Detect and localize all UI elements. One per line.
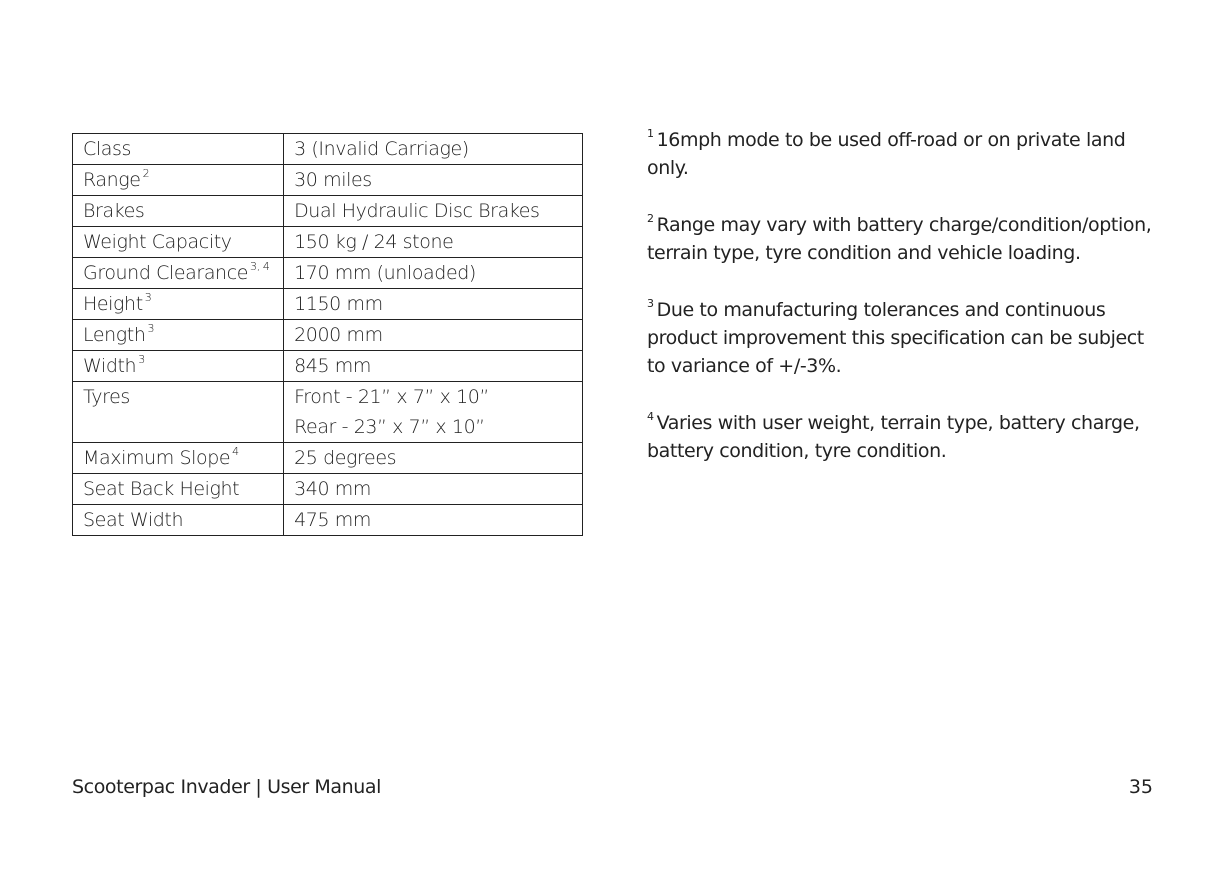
spec-row	[73, 165, 583, 196]
footnote-ref: 2	[142, 166, 150, 180]
specifications-table	[72, 133, 583, 536]
spec-value-cell	[284, 165, 583, 196]
page-number: 35	[1128, 776, 1153, 798]
spec-value: Front - 21” x 7” x 10”	[294, 386, 489, 408]
spec-label: Class	[83, 138, 131, 160]
spec-label: Weight Capacity	[83, 231, 232, 253]
spec-value: Dual Hydraulic Disc Brakes	[294, 200, 540, 222]
spec-label-cell	[73, 165, 284, 196]
spec-value-cell	[284, 474, 583, 505]
spec-label: Seat Back Height	[83, 478, 240, 500]
spec-label-cell	[73, 443, 284, 474]
footnote-ref: 4	[232, 444, 239, 458]
footer-title: Scooterpac Invader | User Manual	[72, 776, 382, 798]
spec-label: Width	[83, 355, 137, 377]
spec-value: 30 miles	[294, 169, 372, 191]
spec-row	[73, 474, 583, 505]
spec-value-cell	[284, 227, 583, 258]
spec-value-cell	[284, 320, 583, 351]
footnote-ref: 3	[138, 352, 145, 366]
footnote	[647, 409, 1162, 465]
spec-row	[73, 289, 583, 320]
spec-label: Length	[83, 324, 146, 346]
spec-row	[73, 227, 583, 258]
footnote-text: Due to manufacturing tolerances and continuous product improvement this specification can be subject to variance of +/-3%.	[647, 299, 1144, 377]
footnotes	[647, 126, 1162, 494]
specifications-table-body	[73, 134, 583, 536]
spec-label-cell	[73, 474, 284, 505]
spec-label-cell	[73, 289, 284, 320]
spec-value-cell	[284, 351, 583, 382]
spec-value-cell	[284, 289, 583, 320]
spec-row	[73, 196, 583, 227]
spec-label-cell	[73, 505, 284, 536]
spec-value: 170 mm (unloaded)	[294, 262, 476, 284]
spec-row	[73, 382, 583, 443]
spec-label-cell	[73, 227, 284, 258]
spec-value: 3 (Invalid Carriage)	[294, 138, 469, 160]
footnote-number: 1	[647, 126, 654, 140]
spec-label: Ground Clearance	[83, 262, 249, 284]
footnote	[647, 126, 1162, 182]
spec-value: 845 mm	[294, 355, 371, 377]
spec-row	[73, 320, 583, 351]
spec-label-cell	[73, 382, 284, 443]
spec-value: 1150 mm	[294, 293, 383, 315]
spec-label: Range	[83, 169, 141, 191]
footnote-ref: 3, 4	[250, 259, 270, 273]
footnote-ref: 3	[144, 290, 152, 304]
spec-value: 150 kg / 24 stone	[294, 231, 454, 253]
spec-label: Height	[83, 293, 143, 315]
footnote-number: 3	[647, 296, 654, 310]
spec-label-cell	[73, 196, 284, 227]
footnote-ref: 3	[147, 321, 155, 335]
spec-value-cell	[284, 258, 583, 289]
spec-row	[73, 505, 583, 536]
spec-row	[73, 134, 583, 165]
footnote-text: Varies with user weight, terrain type, battery charge, battery condition, tyre condition.	[647, 412, 1140, 462]
spec-label: Tyres	[83, 386, 130, 408]
footnote-number: 4	[647, 409, 654, 423]
footnote-number: 2	[647, 211, 654, 225]
spec-row	[73, 351, 583, 382]
spec-label: Seat Width	[83, 509, 184, 531]
spec-label-cell	[73, 351, 284, 382]
spec-value-cell	[284, 443, 583, 474]
spec-label-cell	[73, 134, 284, 165]
spec-label-cell	[73, 320, 284, 351]
spec-row	[73, 258, 583, 289]
spec-value: 340 mm	[294, 478, 371, 500]
spec-row	[73, 443, 583, 474]
spec-value-cell	[284, 505, 583, 536]
spec-value: 2000 mm	[294, 324, 383, 346]
footnote	[647, 211, 1162, 267]
footnote-text: 16mph mode to be used off-road or on private land only.	[647, 129, 1126, 179]
footnote-text: Range may vary with battery charge/condition/option, terrain type, tyre condition and vehicle loading.	[647, 214, 1152, 264]
spec-value: 25 degrees	[294, 447, 397, 469]
spec-label: Maximum Slope	[83, 447, 231, 469]
spec-label: Brakes	[83, 200, 145, 222]
footnote	[647, 296, 1162, 380]
spec-value: 475 mm	[294, 509, 371, 531]
spec-value-cell	[284, 134, 583, 165]
spec-value: Rear - 23” x 7” x 10”	[294, 416, 485, 438]
spec-value-cell	[284, 196, 583, 227]
spec-label-cell	[73, 258, 284, 289]
spec-value-cell	[284, 382, 583, 443]
